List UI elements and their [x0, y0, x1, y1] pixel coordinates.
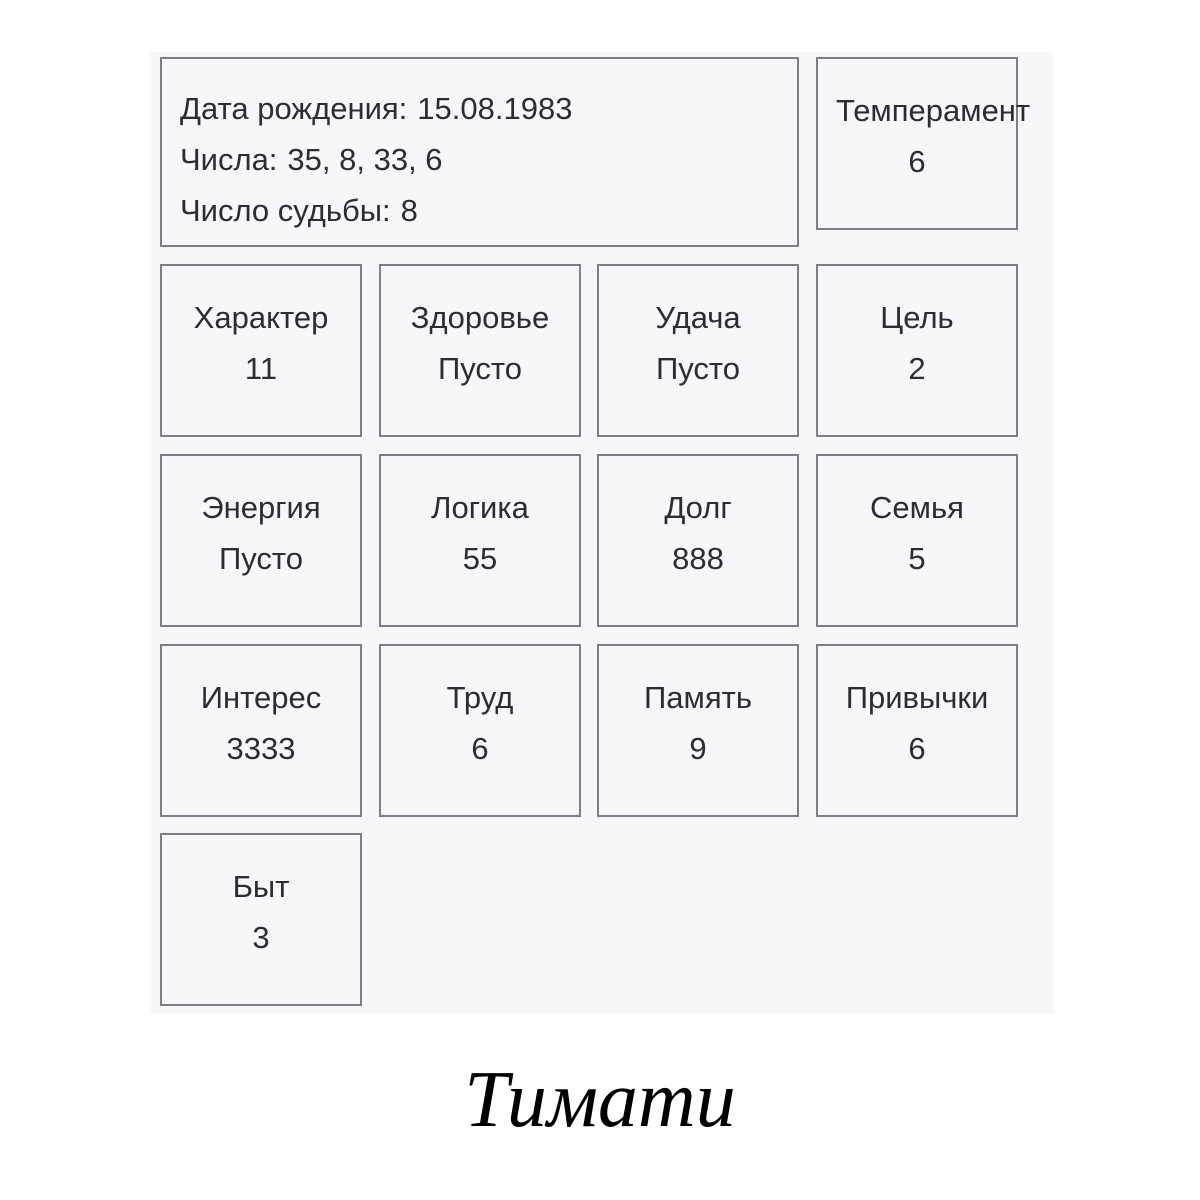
- numbers-line: [180, 134, 797, 185]
- destiny-number-line: [180, 185, 797, 236]
- cell-logic-value: 55: [462, 541, 498, 576]
- cell-temperament: [816, 57, 1031, 230]
- cell-energy-label: Энергия: [201, 490, 321, 525]
- cell-temperament-label: Темперамент: [836, 93, 1031, 128]
- cell-character: [160, 264, 362, 437]
- numbers-value: 35, 8, 33, 6: [287, 142, 443, 177]
- cell-interest-value: 3333: [226, 731, 296, 766]
- cell-character-value: 11: [244, 351, 278, 386]
- cell-health: [379, 264, 581, 437]
- cell-labor: [379, 644, 581, 817]
- cell-logic: [379, 454, 581, 627]
- cell-duty: [597, 454, 799, 627]
- cell-habits-label: Привычки: [845, 680, 989, 715]
- destiny-number-value: 8: [400, 193, 418, 228]
- cell-luck: [597, 264, 799, 437]
- cell-habits: [816, 644, 1018, 817]
- birth-info-box: [160, 57, 799, 247]
- cell-labor-value: 6: [471, 731, 489, 766]
- cell-health-label: Здоровье: [410, 300, 550, 335]
- cell-family-value: 5: [908, 541, 926, 576]
- cell-energy-value: Пусто: [218, 541, 304, 576]
- cell-goal-value: 2: [908, 351, 926, 386]
- cell-temperament-value: 6: [908, 144, 926, 179]
- cell-household-value: 3: [252, 920, 270, 955]
- cell-goal-label: Цель: [880, 300, 954, 335]
- cell-energy: [160, 454, 362, 627]
- cell-interest: [160, 644, 362, 817]
- birth-date-value: 15.08.1983: [417, 91, 573, 126]
- cell-labor-label: Труд: [446, 680, 514, 715]
- birth-date-label: Дата рождения:: [180, 91, 408, 126]
- cell-duty-value: 888: [672, 541, 724, 576]
- birth-date-line: [180, 83, 797, 134]
- destiny-number-label: Число судьбы:: [180, 193, 391, 228]
- cell-family: [816, 454, 1018, 627]
- cell-family-label: Семья: [870, 490, 964, 525]
- person-name-caption: Тимати: [464, 1056, 736, 1144]
- cell-logic-label: Логика: [431, 490, 529, 525]
- cell-interest-label: Интерес: [200, 680, 322, 715]
- cell-duty-label: Долг: [664, 490, 732, 525]
- cell-health-value: Пусто: [437, 351, 523, 386]
- cell-household: [160, 833, 362, 1006]
- cell-household-label: Быт: [232, 869, 290, 904]
- numbers-label: Числа:: [180, 142, 278, 177]
- cell-goal: [816, 264, 1018, 437]
- cell-memory-label: Память: [644, 680, 752, 715]
- cell-character-label: Характер: [193, 300, 329, 335]
- cell-memory: [597, 644, 799, 817]
- cell-luck-label: Удача: [655, 300, 741, 335]
- cell-luck-value: Пусто: [655, 351, 741, 386]
- cell-memory-value: 9: [689, 731, 707, 766]
- cell-habits-value: 6: [908, 731, 926, 766]
